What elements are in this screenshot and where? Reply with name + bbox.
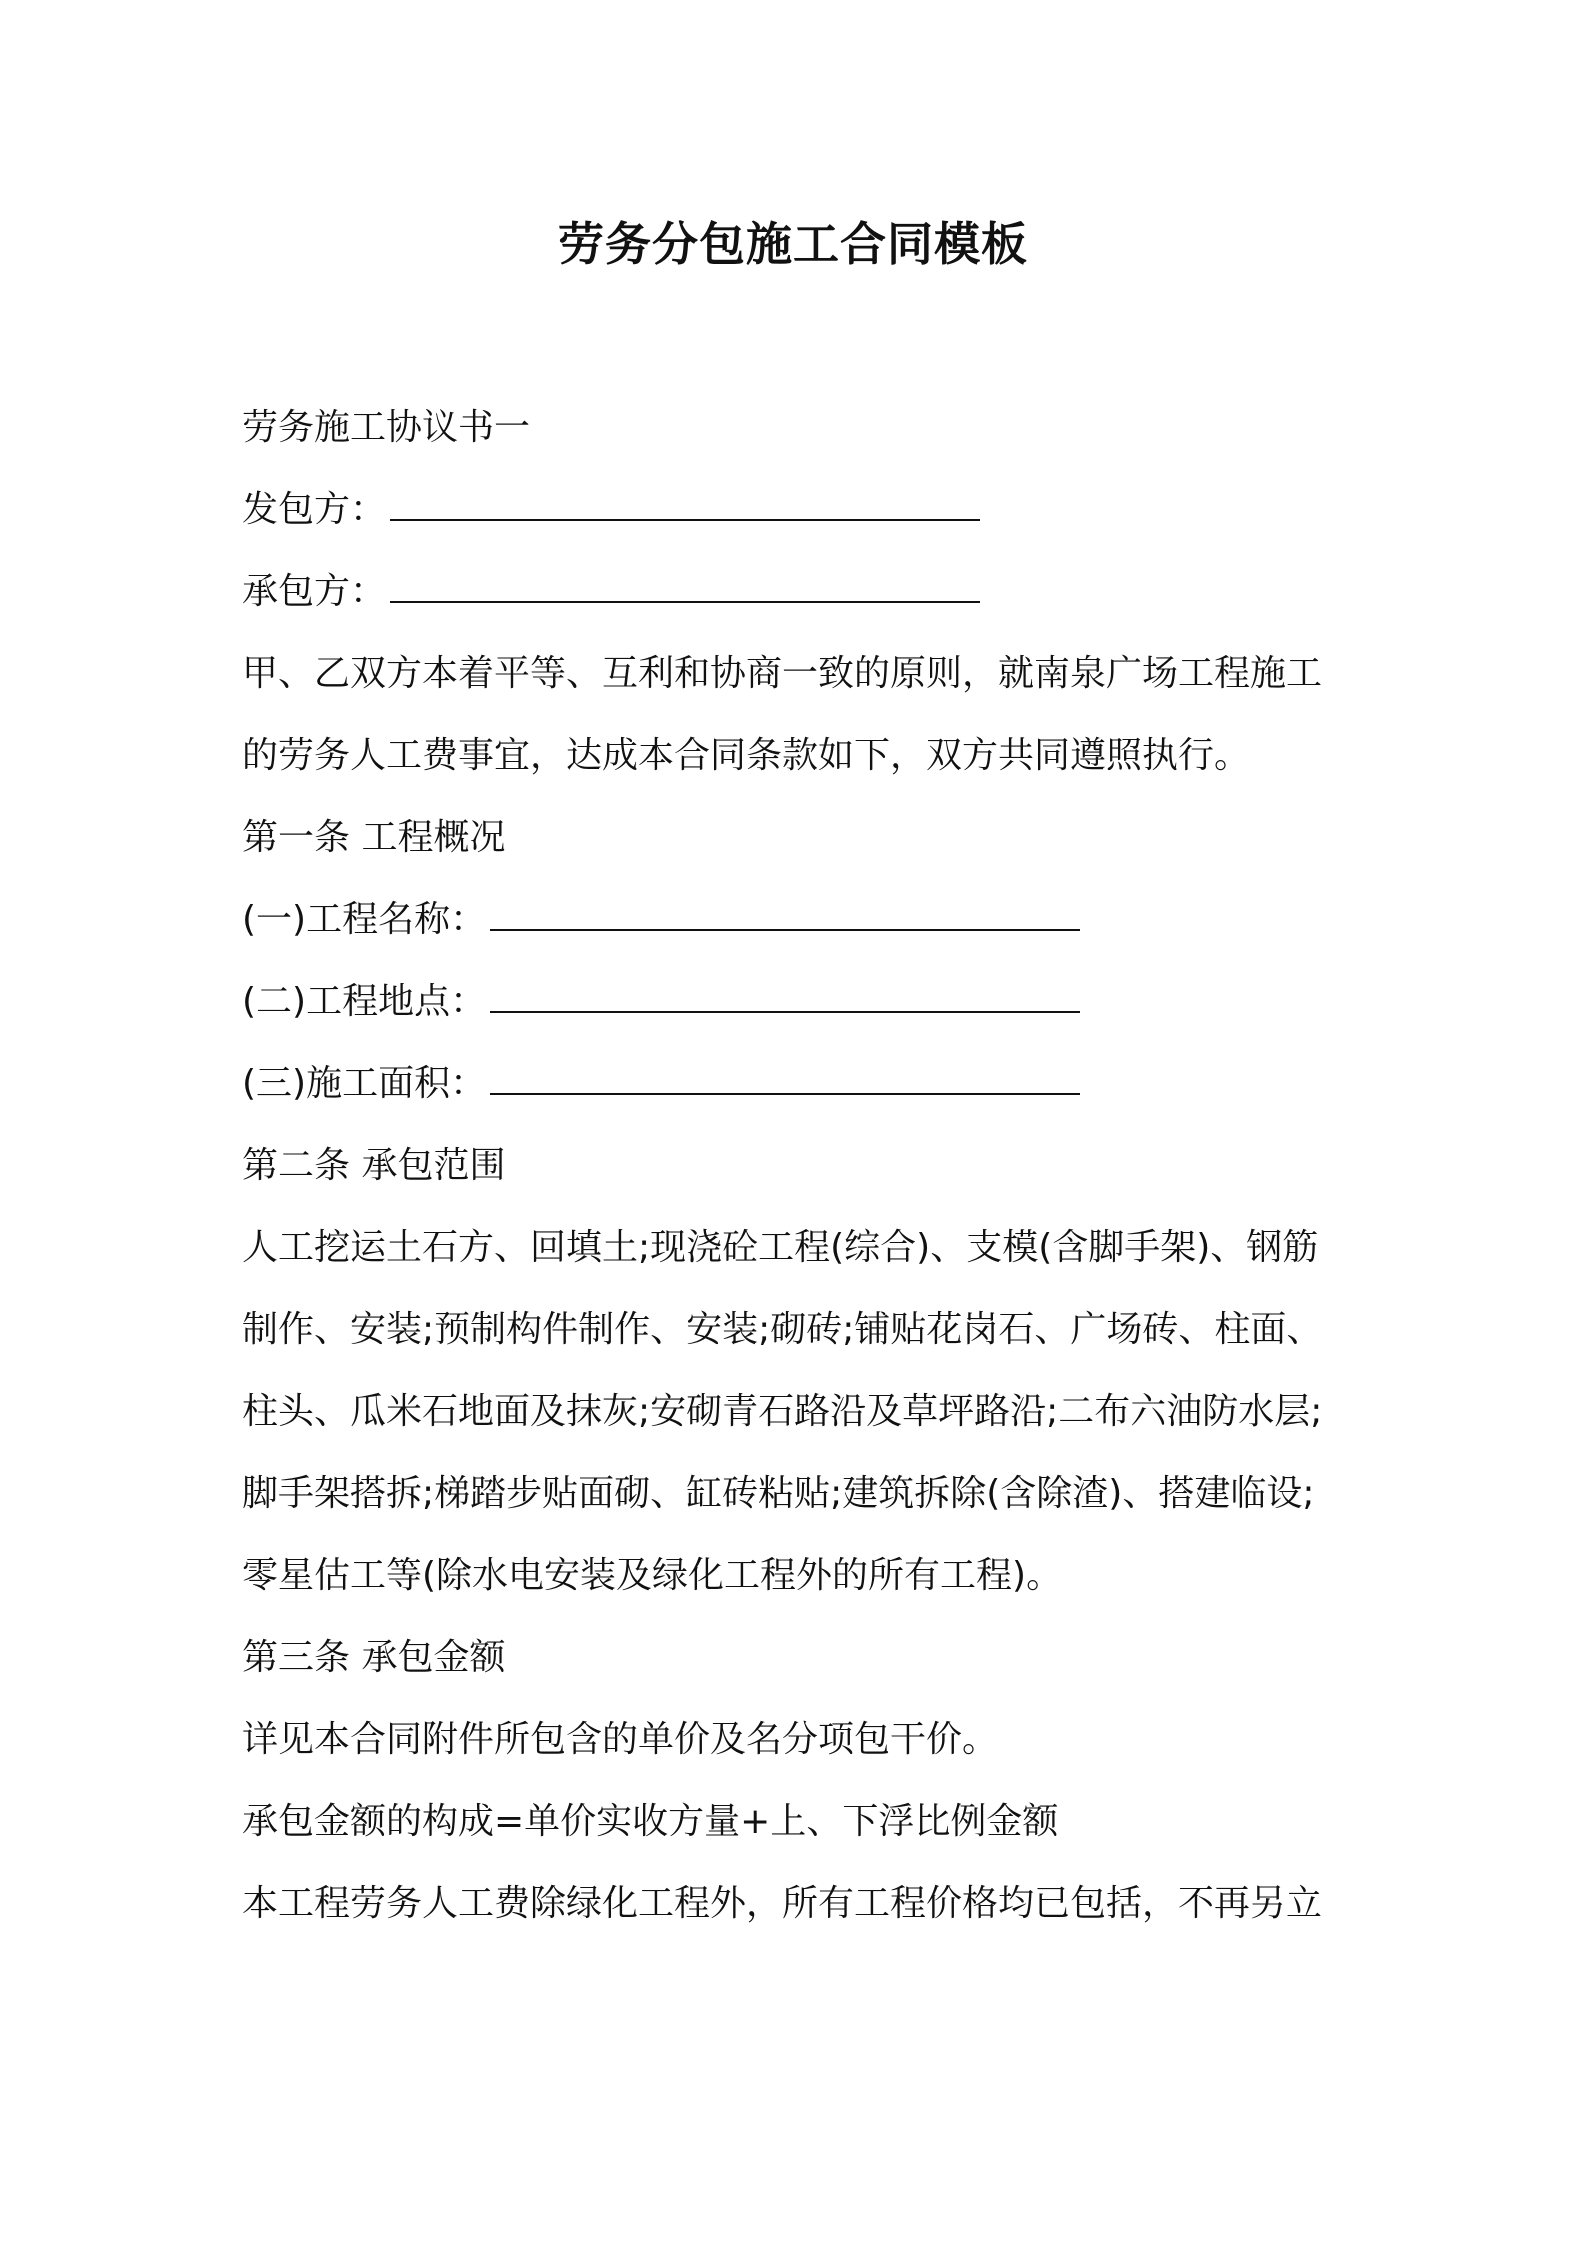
employer-blank	[390, 483, 980, 521]
amount-line-1: 详见本合同附件所包含的单价及名分项包干价。	[242, 1719, 999, 1760]
construction-area-blank	[490, 1057, 1080, 1095]
article-1-title: 第一条 工程概况	[242, 817, 506, 858]
contractor-label: 承包方：	[242, 571, 387, 612]
project-location-blank	[490, 975, 1080, 1013]
construction-area-label: (三)施工面积：	[242, 1063, 487, 1104]
document-title: 劳务分包施工合同模板	[558, 217, 1028, 271]
intro-paragraph-line-1: 甲、乙双方本着平等、互利和协商一致的原则，就南泉广场工程施工	[242, 653, 1323, 694]
contractor-blank	[390, 565, 980, 603]
contractor-line	[242, 564, 980, 620]
scope-line-3: 柱头、瓜米石地面及抹灰;安砌青石路沿及草坪路沿;二布六油防水层;	[242, 1391, 1323, 1432]
amount-line-2: 承包金额的构成=单价实收方量+上、下浮比例金额	[242, 1801, 1059, 1842]
employer-label: 发包方：	[242, 489, 387, 530]
article-2-title: 第二条 承包范围	[242, 1145, 506, 1186]
scope-line-1: 人工挖运土石方、回填土;现浇砼工程(综合)、支模(含脚手架)、钢筋	[242, 1227, 1319, 1268]
scope-line-2: 制作、安装;预制构件制作、安装;砌砖;铺贴花岗石、广场砖、柱面、	[242, 1309, 1323, 1350]
amount-line-3: 本工程劳务人工费除绿化工程外，所有工程价格均已包括，不再另立	[242, 1883, 1323, 1924]
employer-line	[242, 482, 980, 538]
project-name-blank	[490, 893, 1080, 931]
project-location-line	[242, 974, 1080, 1030]
article-3-title: 第三条 承包金额	[242, 1637, 506, 1678]
project-location-label: (二)工程地点：	[242, 981, 487, 1022]
scope-line-4: 脚手架搭拆;梯踏步贴面砌、缸砖粘贴;建筑拆除(含除渣)、搭建临设;	[242, 1473, 1315, 1514]
construction-area-line	[242, 1056, 1080, 1112]
project-name-line	[242, 892, 1080, 948]
project-name-label: (一)工程名称：	[242, 899, 487, 940]
intro-paragraph-line-2: 的劳务人工费事宜，达成本合同条款如下，双方共同遵照执行。	[242, 735, 1251, 776]
scope-line-5: 零星估工等(除水电安装及绿化工程外的所有工程)。	[242, 1555, 1063, 1596]
agreement-heading: 劳务施工协议书一	[242, 407, 531, 448]
